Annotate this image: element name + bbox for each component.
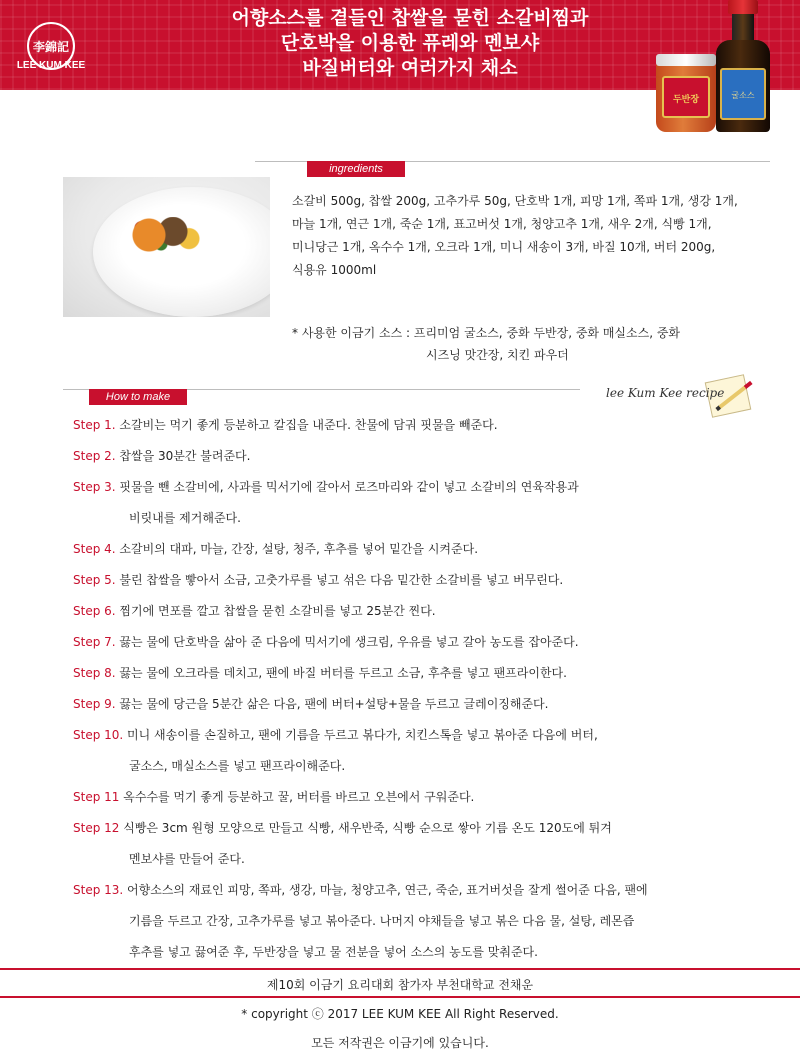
ingredients-line-3: 미니당근 1개, 옥수수 1개, 오크라 1개, 미니 새송이 3개, 바질 10개, 버터 200g, bbox=[292, 240, 716, 254]
sauces-used-note bbox=[292, 322, 762, 366]
step-text: 핏물을 뺀 소갈비에, 사과를 믹서기에 갈아서 로즈마리와 같이 넣고 소갈비의 연육작용과 bbox=[115, 480, 579, 494]
step-text: 어향소스의 재료인 피망, 쪽파, 생강, 마늘, 청양고추, 연근, 죽순, 표거버섯을 잘게 썰어준 다음, 팬에 bbox=[123, 883, 648, 897]
ingredients-line-4: 식용유 1000ml bbox=[292, 263, 377, 277]
step-6 bbox=[73, 603, 773, 619]
step-text: 미니 새송이를 손질하고, 팬에 기름을 두르고 볶다가, 치킨스톡을 넣고 볶아준 다음에 버터, bbox=[123, 728, 598, 742]
step-text: 끓는 물에 오크라를 데치고, 팬에 바질 버터를 두르고 소금, 후추를 넣고 팬프라이한다. bbox=[115, 666, 567, 680]
jar-lid bbox=[656, 54, 716, 66]
ingredients-line-1: 소갈비 500g, 찹쌀 200g, 고추가루 50g, 단호박 1개, 피망 1개, 쪽파 1개, 생강 1개, bbox=[292, 194, 738, 208]
step-13-continued: 기름을 두르고 간장, 고추가루를 넣고 볶아준다. 나머지 야채들을 넣고 볶은 다음 물, 설탕, 레몬즙 bbox=[129, 914, 635, 928]
step-number: Step 2. bbox=[73, 449, 116, 463]
step-13-continued-2: 후추를 넣고 끓여준 후, 두반장을 넣고 물 전분을 넣어 소스의 농도를 맞춰준다. bbox=[129, 945, 538, 959]
step-number: Step 10. bbox=[73, 728, 124, 742]
bottle-label: 굴소스 bbox=[720, 68, 766, 120]
ingredients-line-2: 마늘 1개, 연근 1개, 죽순 1개, 표고버섯 1개, 청양고추 1개, 새우 2개, 식빵 1개, bbox=[292, 217, 712, 231]
step-4 bbox=[73, 541, 773, 557]
note-line-2: 시즈닝 맛간장, 치킨 파우더 bbox=[426, 348, 569, 362]
step-text: 불린 찹쌀을 빻아서 소금, 고춧가루를 넣고 섞은 다음 밑간한 소갈비를 넣고 버무린다. bbox=[115, 573, 564, 587]
step-number: Step 8. bbox=[73, 666, 116, 680]
title-line-1: 어향소스를 곁들인 찹쌀을 묻힌 소갈비찜과 bbox=[231, 7, 589, 29]
step-7 bbox=[73, 634, 773, 650]
lee-kum-kee-logo bbox=[14, 22, 88, 74]
step-number: Step 7. bbox=[73, 635, 116, 649]
step-text: 소갈비는 먹기 좋게 등분하고 칼집을 내준다. 찬물에 담궈 핏물을 빼준다. bbox=[115, 418, 498, 432]
step-10 bbox=[73, 727, 773, 743]
step-number: Step 3. bbox=[73, 480, 116, 494]
step-12 bbox=[73, 820, 773, 836]
step-number: Step 9. bbox=[73, 697, 116, 711]
step-2 bbox=[73, 448, 773, 464]
step-text: 옥수수를 먹기 좋게 등분하고 꿀, 버터를 바르고 오븐에서 구워준다. bbox=[119, 790, 475, 804]
step-3-continued: 비릿내를 제거해준다. bbox=[129, 511, 241, 525]
note-line-1: * 사용한 이금기 소스 : 프리미엄 굴소스, 중화 두반장, 중화 매실소스, 중화 bbox=[292, 326, 681, 340]
step-number: Step 6. bbox=[73, 604, 116, 618]
recipe-badge-text: lee Kum Kee recipe bbox=[606, 386, 725, 400]
ingredients-list bbox=[292, 190, 762, 282]
contest-credit: 제10회 이금기 요리대회 참가자 부천대학교 전채운 bbox=[266, 978, 534, 992]
step-1 bbox=[73, 417, 773, 433]
recipe-title bbox=[180, 6, 640, 81]
step-10-continued: 굴소스, 매실소스를 넣고 팬프라이해준다. bbox=[129, 759, 346, 773]
step-text: 찹쌀을 30분간 불려준다. bbox=[115, 449, 251, 463]
step-number: Step 12 bbox=[73, 821, 120, 835]
how-to-tag: How to make bbox=[89, 389, 187, 405]
ingredients-tag: ingredients bbox=[307, 161, 405, 177]
step-9 bbox=[73, 696, 773, 712]
step-number: Step 1. bbox=[73, 418, 116, 432]
step-number: Step 4. bbox=[73, 542, 116, 556]
footer-divider-bottom bbox=[0, 996, 800, 998]
logo-text: LEE KUM KEE bbox=[16, 60, 86, 71]
sauce-bottle-cap bbox=[728, 0, 758, 14]
footer-divider-top bbox=[0, 968, 800, 970]
copyright-notice: * copyright ⓒ 2017 LEE KUM KEE All Right Reserved. bbox=[241, 1007, 559, 1021]
step-text: 끓는 물에 단호박을 삶아 준 다음에 믹서기에 생크림, 우유를 넣고 갈아 농도를 잡아준다. bbox=[115, 635, 579, 649]
recipe-badge bbox=[600, 376, 760, 420]
step-text: 찜기에 면포를 깔고 찹쌀을 묻힌 소갈비를 넣고 25분간 찐다. bbox=[115, 604, 436, 618]
logo-emblem: 李錦記 bbox=[27, 22, 75, 70]
rights-notice: 모든 저작권은 이금기에 있습니다. bbox=[311, 1036, 489, 1050]
step-number: Step 13. bbox=[73, 883, 124, 897]
step-8 bbox=[73, 665, 773, 681]
step-text: 끓는 물에 당근을 5분간 삶은 다음, 팬에 버터+설탕+물을 두르고 글레이징해준다. bbox=[115, 697, 549, 711]
step-13 bbox=[73, 882, 773, 898]
dish-photo bbox=[63, 177, 270, 317]
step-number: Step 5. bbox=[73, 573, 116, 587]
step-text: 식빵은 3cm 원형 모양으로 만들고 식빵, 새우반죽, 식빵 순으로 쌓아 기름 온도 120도에 튀겨 bbox=[119, 821, 612, 835]
step-3 bbox=[73, 479, 773, 495]
step-text: 소갈비의 대파, 마늘, 간장, 설탕, 청주, 후추를 넣어 밑간을 시켜준다. bbox=[115, 542, 479, 556]
title-line-2: 단호박을 이용한 퓨레와 멘보샤 bbox=[280, 32, 540, 54]
step-11 bbox=[73, 789, 773, 805]
step-12-continued: 멘보샤를 만들어 준다. bbox=[129, 852, 245, 866]
step-number: Step 11 bbox=[73, 790, 120, 804]
doubanjiang-jar-image bbox=[656, 60, 716, 132]
step-5 bbox=[73, 572, 773, 588]
title-line-3: 바질버터와 여러가지 채소 bbox=[302, 57, 518, 79]
jar-label: 두반장 bbox=[662, 76, 710, 118]
oyster-sauce-bottle-image bbox=[716, 40, 770, 132]
plated-food bbox=[125, 217, 205, 253]
